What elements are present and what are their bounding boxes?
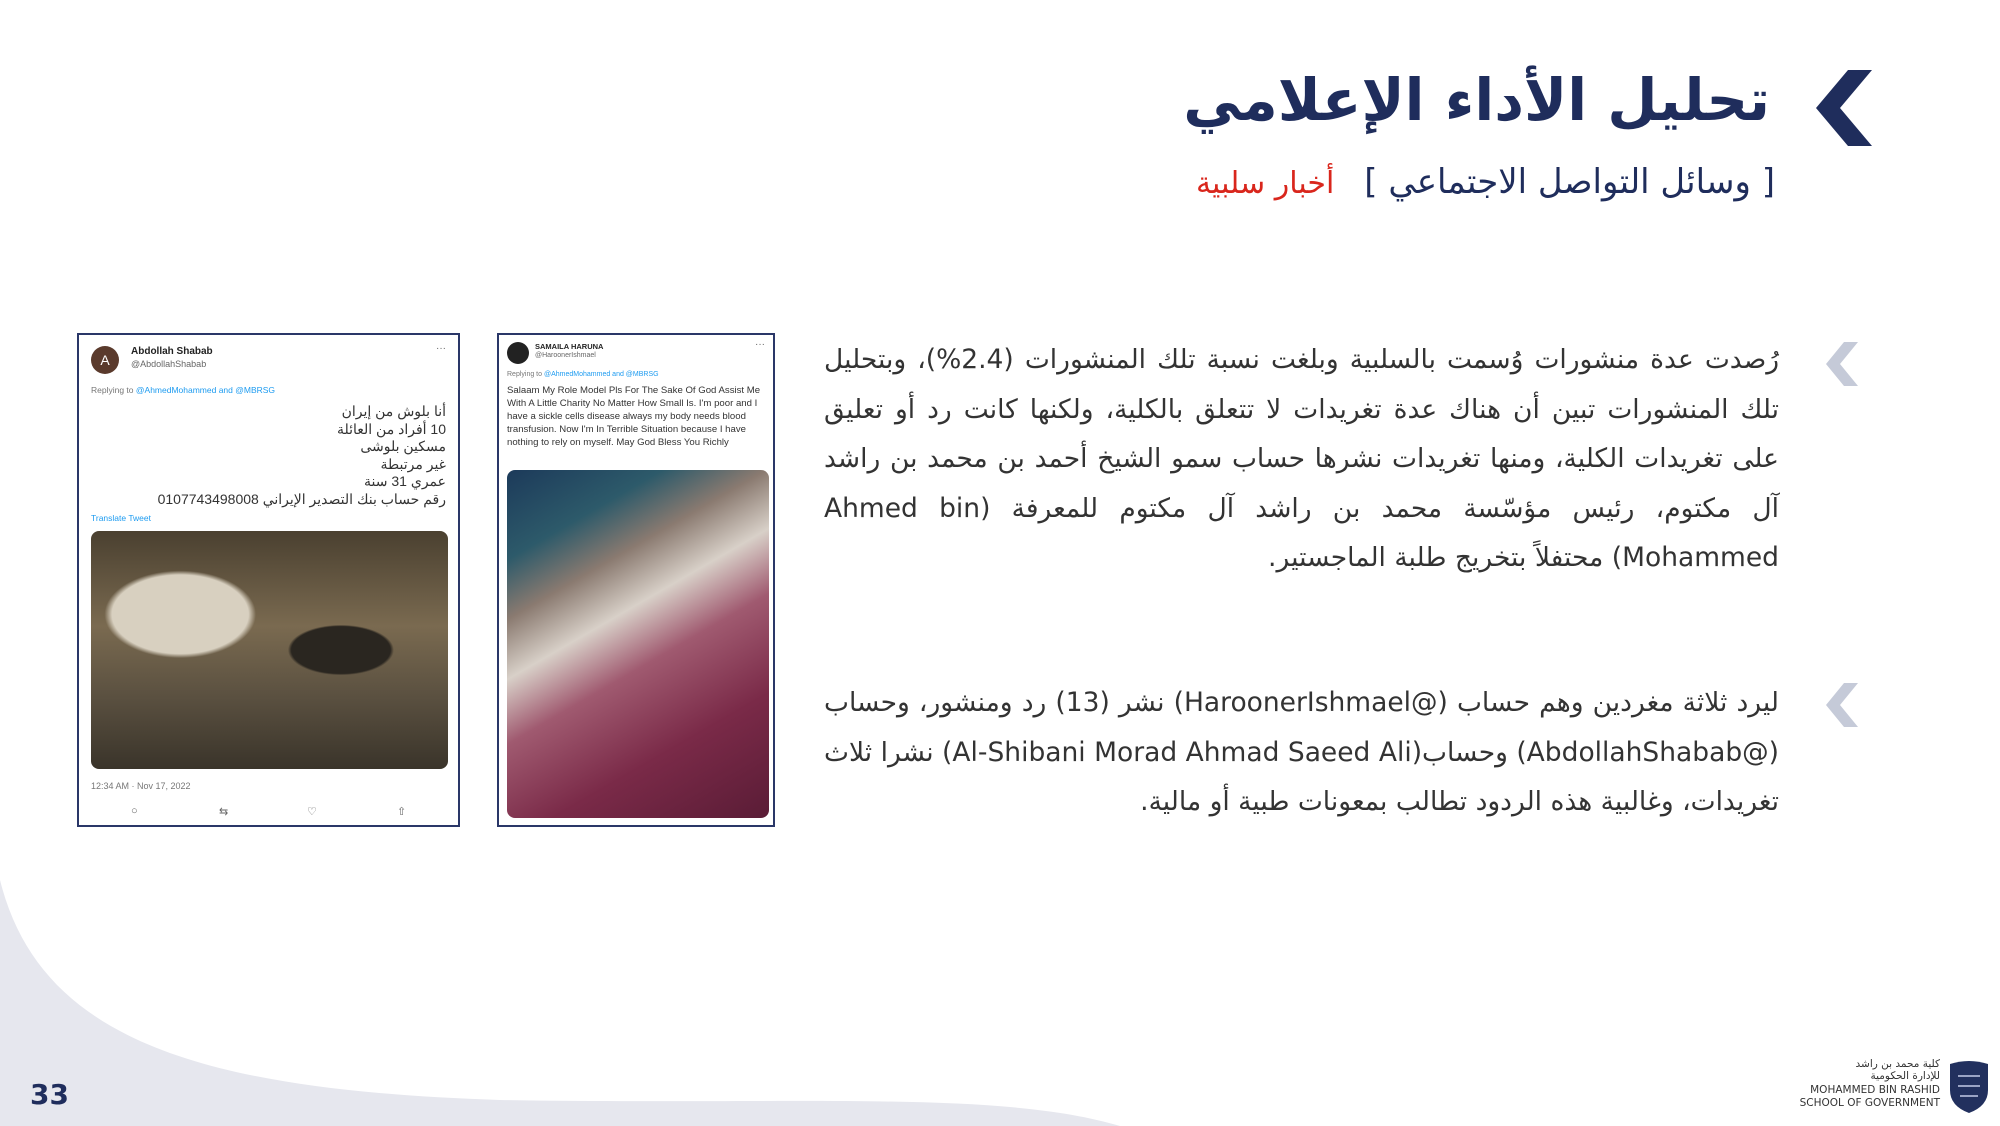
tweet-author: SAMAILA HARUNA xyxy=(535,342,604,351)
page-subtitle xyxy=(1196,162,1775,202)
bullet-chevron-icon xyxy=(1826,683,1858,727)
page-title: تحليل الأداء الإعلامي xyxy=(1183,66,1770,134)
subtitle-main: [ وسائل التواصل الاجتماعي ] xyxy=(1364,162,1775,202)
avatar xyxy=(507,342,529,364)
paragraph-1: رُصدت عدة منشورات وُسمت بالسلبية وبلغت نسبة تلك المنشورات (2.4%)، وبتحليل تلك المنشورات تبين أن هناك عدة تغريدات لا تتعلق بالكلية، ولكنها كانت رد أو تعليق على تغريدات الكلية، ومنها تغريدات نشرها حساب سمو الشيخ أحمد بن محمد بن راشد آل مكتوم، رئيس مؤسّسة محمد بن راشد آل مكتوم للمعرفة (Ahmed bin Mohammed) محتفلاً بتخريج طلبة الماجستير. xyxy=(824,344,1780,573)
share-icon: ⇧ xyxy=(397,806,407,818)
tweet-handle: @HaroonerIshmael xyxy=(535,352,596,359)
tweet-text: أنا بلوش من إيران 10 أفراد من العائلة مسكين بلوشى غير مرتبطة عمري 31 سنة رقم حساب بنك التصدير الإيراني 0107743498008 xyxy=(157,403,446,507)
tweet-time: 12:34 AM · Nov 17, 2022 xyxy=(91,781,191,791)
tweet-author: Abdollah Shabab xyxy=(131,346,213,357)
tweet-photo xyxy=(91,531,448,769)
reply-icon: ○ xyxy=(131,805,138,817)
translate-link: Translate Tweet xyxy=(91,513,152,523)
replying-to: Replying to @AhmedMohammed and @MBRSG xyxy=(91,385,276,395)
more-icon: ··· xyxy=(436,343,446,354)
chevron-left-icon xyxy=(1816,70,1872,146)
paragraph-2: ليرد ثلاثة مغردين وهم حساب (@HaroonerIshmael) نشر (13) رد ومنشور، وحساب (@AbdollahShabab) وحساب(Al-Shibani Morad Ahmad Saeed Ali) نشرا ثلاث تغريدات، وغالبية هذه الردود تطالب بمعونات طبية أو مالية. xyxy=(824,687,1780,817)
tweet-text: Salaam My Role Model Pls For The Sake Of God Assist Me With A Little Charity No Matter How Small Is. I'm poor and I have a sickle cells disease always my body needs blood transfusion. Now I'm In Terrible Situation because I have nothing to rely on myself. May God Bless You Richly xyxy=(507,385,761,448)
avatar: A xyxy=(91,346,119,374)
page-number: 33 xyxy=(30,1078,69,1111)
tweet-handle: @AbdollahShabab xyxy=(131,359,207,369)
tweet-screenshot-abdollah xyxy=(77,333,460,827)
negative-news-tag: أخبار سلبية xyxy=(1195,166,1335,201)
tweet-photo xyxy=(507,470,769,818)
replying-to: Replying to @AhmedMohammed and @MBRSG xyxy=(507,371,659,378)
shield-crest-icon xyxy=(1948,1060,1990,1114)
tweet-screenshot-samaila xyxy=(497,333,775,827)
like-icon: ♡ xyxy=(307,806,317,818)
more-icon: ··· xyxy=(755,339,765,350)
bullet-chevron-icon xyxy=(1826,342,1858,386)
mbrsg-logo: كلية محمد بن راشد للإدارة الحكومية MOHAMMED BIN RASHID SCHOOL OF GOVERNMENT xyxy=(1795,1058,1990,1116)
retweet-icon: ⇆ xyxy=(219,806,229,818)
